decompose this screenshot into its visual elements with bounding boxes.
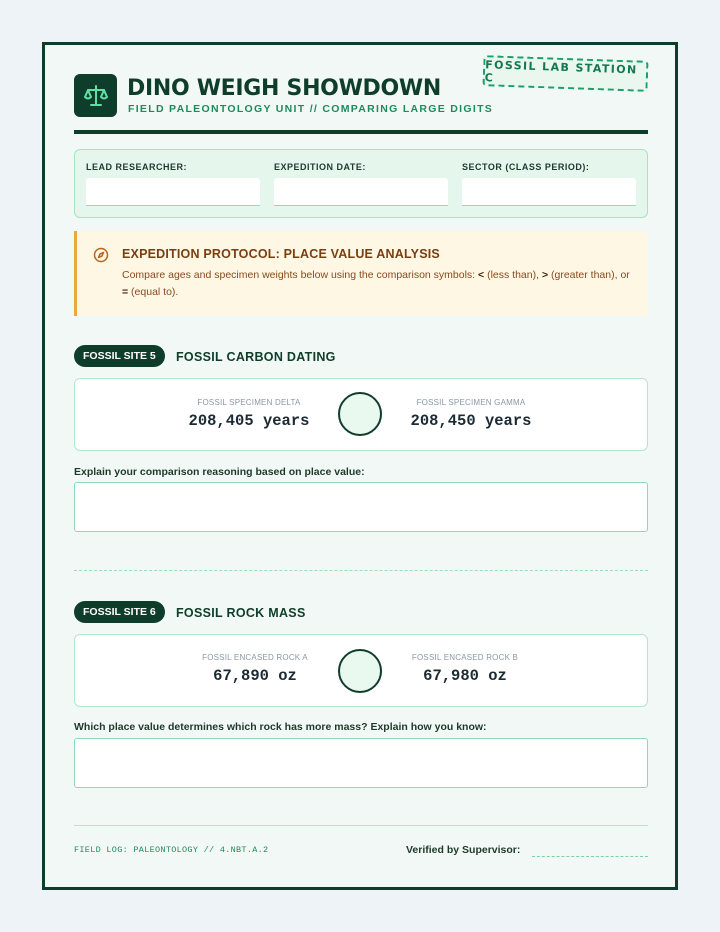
compass-icon — [93, 247, 109, 263]
site6-right-value: 67,980 oz — [423, 667, 507, 685]
site5-right-label: FOSSIL SPECIMEN GAMMA — [416, 398, 526, 407]
section-divider — [74, 570, 648, 571]
logo — [74, 74, 117, 117]
verified-label: Verified by Supervisor: — [406, 844, 521, 856]
site5-title: FOSSIL CARBON DATING — [176, 350, 336, 364]
site6-comparison-card — [74, 634, 648, 707]
header-rule — [74, 130, 648, 134]
site5-badge: FOSSIL SITE 5 — [74, 345, 165, 367]
protocol-callout — [74, 231, 648, 316]
site5-prompt: Explain your comparison reasoning based on place value: — [74, 466, 365, 478]
researcher-label: LEAD RESEARCHER: — [86, 162, 188, 172]
site6-left-label: FOSSIL ENCASED ROCK A — [202, 653, 308, 662]
page-subtitle: FIELD PALEONTOLOGY UNIT // COMPARING LARGE DIGITS — [128, 103, 494, 115]
worksheet — [42, 42, 678, 890]
site6-left-value: 67,890 oz — [213, 667, 297, 685]
signature-field[interactable] — [532, 856, 648, 857]
site6-answer-field[interactable] — [74, 738, 648, 788]
sector-label: SECTOR (CLASS PERIOD): — [462, 162, 590, 172]
site5-right-value: 208,450 years — [410, 412, 532, 430]
page-title: DINO WEIGH SHOWDOWN — [127, 76, 441, 101]
site6-badge: FOSSIL SITE 6 — [74, 601, 165, 623]
date-field[interactable] — [274, 178, 448, 206]
site6-right-label: FOSSIL ENCASED ROCK B — [411, 653, 519, 662]
site6-prompt: Which place value determines which rock has more mass? Explain how you know: — [74, 721, 487, 733]
info-panel — [74, 149, 648, 218]
station-stamp: FOSSIL LAB STATION C — [483, 55, 649, 92]
site5-left-value: 208,405 years — [188, 412, 310, 430]
site5-comparison-card — [74, 378, 648, 451]
balance-scale-icon — [83, 83, 109, 109]
date-label: EXPEDITION DATE: — [274, 162, 366, 172]
protocol-title: EXPEDITION PROTOCOL: PLACE VALUE ANALYSIS — [122, 247, 440, 261]
protocol-text: Compare ages and specimen weights below using the comparison symbols: < (less than), > (greater than), or = (equal to). — [122, 269, 630, 298]
footer-rule — [74, 825, 648, 826]
footer-log: FIELD LOG: PALEONTOLOGY // 4.NBT.A.2 — [74, 845, 269, 855]
researcher-field[interactable] — [86, 178, 260, 206]
site5-answer-field[interactable] — [74, 482, 648, 532]
site6-title: FOSSIL ROCK MASS — [176, 606, 306, 620]
site5-left-label: FOSSIL SPECIMEN DELTA — [197, 398, 301, 407]
sector-field[interactable] — [462, 178, 636, 206]
